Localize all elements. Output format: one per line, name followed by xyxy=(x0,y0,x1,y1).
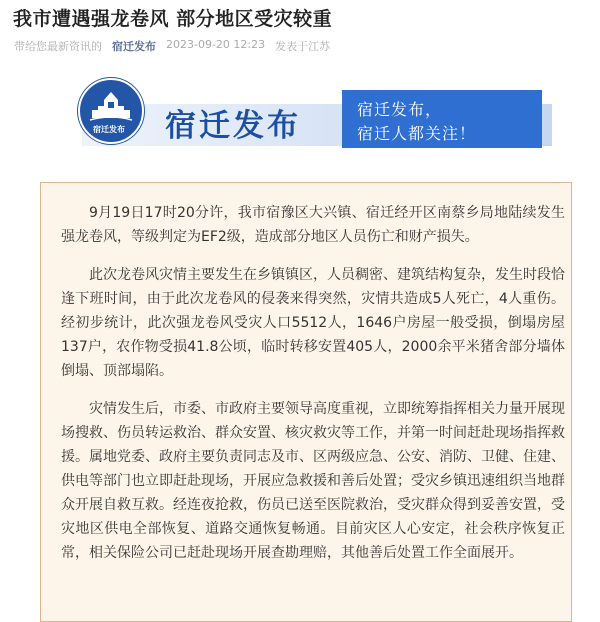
article-paragraph-1: 9月19日17时20分许，我市宿豫区大兴镇、宿迁经开区南蔡乡局地陆续发生强龙卷风，等级判定为EF2级，造成部分地区人员伤亡和财产损失。 xyxy=(61,205,565,245)
banner-slogan-box xyxy=(342,90,542,148)
slogan-line-1: 宿迁发布， xyxy=(357,100,443,119)
article-paragraph-2: 此次龙卷风灾情主要发生在乡镇镇区，人员稠密、建筑结构复杂，发生时段恰逢下班时间，由于此次龙卷风的侵袭来得突然，灾情共造成5人死亡，4人重伤。经初步统计，此次强龙卷风受灾人口5512人，1646户房屋一般受损，倒塌房屋137户，农作物受损41.8公顷，临时转移安置405人，2000余平米猪舍部分墙体倒塌、顶部塌陷。 xyxy=(61,267,565,379)
logo-label: 宿迁发布 xyxy=(93,125,125,134)
meta-source-prefix: 带给您最新资讯的 xyxy=(14,40,102,53)
article-body xyxy=(40,182,572,622)
account-banner-image xyxy=(62,78,552,158)
publish-datetime: 2023-09-20 12:23 xyxy=(166,38,266,51)
account-name-link[interactable]: 宿迁发布 xyxy=(112,40,156,53)
slogan-line-2: 宿迁人都关注！ xyxy=(357,124,477,143)
article-meta xyxy=(14,38,330,54)
publish-location: 发表于江苏 xyxy=(275,40,331,53)
banner-brand-name: 宿迁发布 xyxy=(165,108,301,144)
article-title: 我市遭遇强龙卷风 部分地区受灾较重 xyxy=(13,8,333,30)
article-paragraph-3: 灾情发生后，市委、市政府主要领导高度重视，立即统筹指挥相关力量开展现场搜救、伤员转运救治、群众安置、核灾救灾等工作，并第一时间赶赴现场指挥救援。属地党委、政府主要负责同志及市、区两级应急、公安、消防、卫健、住建、供电等部门也立即赶赴现场，开展应急救援和善后处置；受灾乡镇迅速组织当地群众开展自救互救。经连夜抢救，伤员已送至医院救治，受灾群众得到妥善安置，受灾地区供电全部恢复、道路交通恢复畅通。目前灾区人心安定，社会秩序恢复正常，相关保险公司已赶赴现场开展查勘理赔，其他善后处置工作全面展开。 xyxy=(61,401,565,561)
